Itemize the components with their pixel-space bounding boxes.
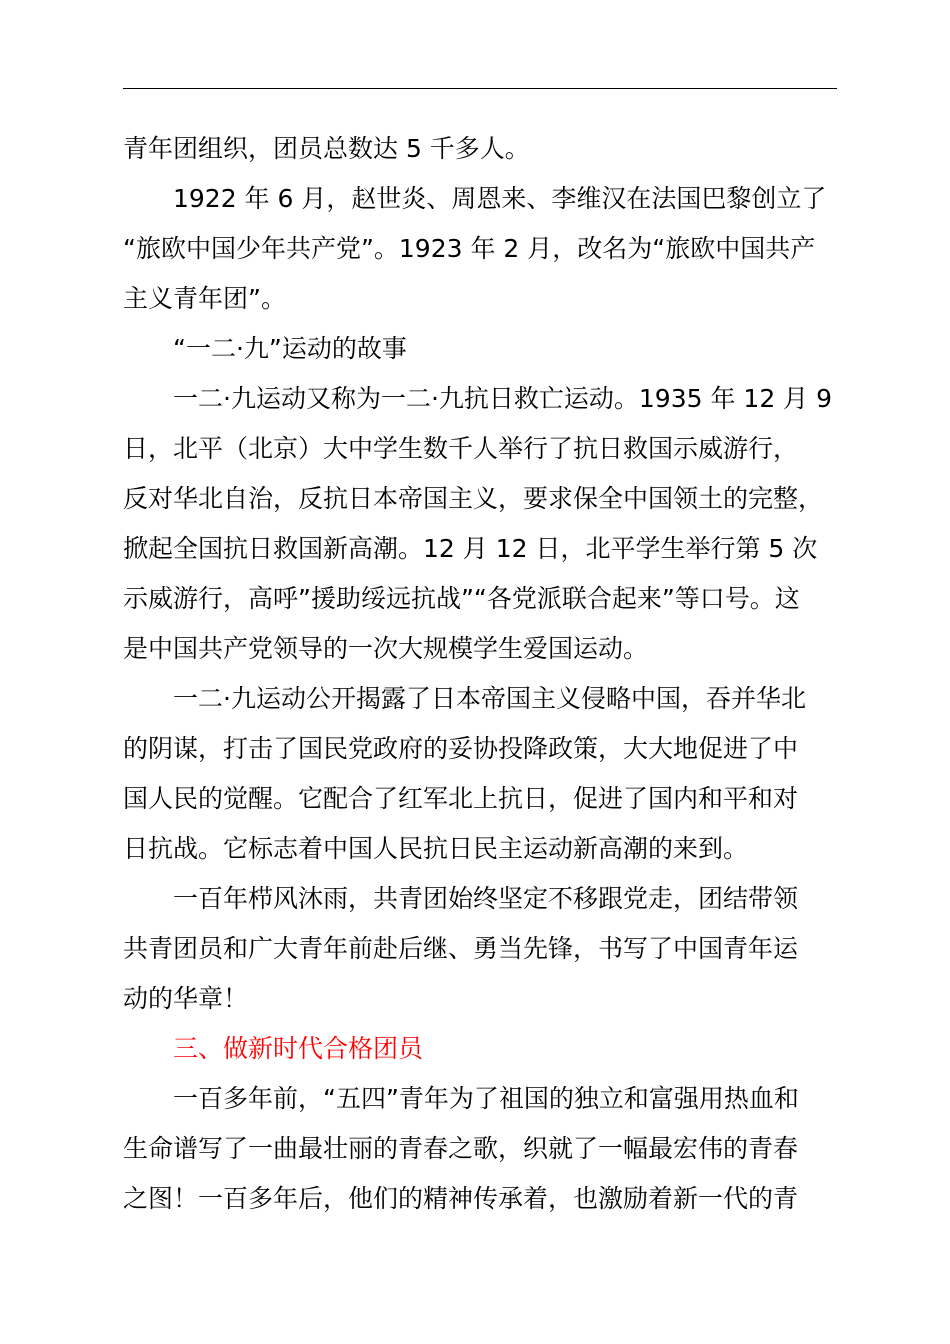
text-line: “旅欧中国少年共产党”。1923 年 2 月，改名为“旅欧中国共产 [123, 234, 816, 263]
text-line: 日，北平（北京）大中学生数千人举行了抗日救国示威游行， [123, 434, 799, 463]
story-title: “一二·九”运动的故事 [173, 334, 407, 363]
text-line: 反对华北自治，反抗日本帝国主义，要求保全中国领土的完整， [123, 484, 824, 513]
header-rule [123, 88, 837, 89]
text-line: 示威游行，高呼”援助绥远抗战”“各党派联合起来”等口号。这 [123, 584, 800, 613]
text-line: 国人民的觉醒。它配合了红军北上抗日，促进了国内和平和对 [123, 784, 799, 813]
paragraph-start: 一百年栉风沐雨，共青团始终坚定不移跟党走，团结带领 [173, 884, 799, 913]
text-line: 之图！一百多年后，他们的精神传承着，也激励着新一代的青 [123, 1184, 799, 1213]
text-line: 是中国共产党领导的一次大规模学生爱国运动。 [123, 634, 649, 663]
paragraph-start: 一二·九运动公开揭露了日本帝国主义侵略中国，吞并华北 [173, 684, 806, 713]
paragraph-start: 1922 年 6 月，赵世炎、周恩来、李维汉在法国巴黎创立了 [173, 184, 827, 213]
text-line: 掀起全国抗日救国新高潮。12 月 12 日，北平学生举行第 5 次 [123, 534, 818, 563]
text-line: 共青团员和广大青年前赴后继、勇当先锋，书写了中国青年运 [123, 934, 799, 963]
document-body [123, 124, 843, 1224]
text-line: 动的华章！ [123, 984, 249, 1013]
text-line: 的阴谋，打击了国民党政府的妥协投降政策，大大地促进了中 [123, 734, 799, 763]
section-heading: 三、做新时代合格团员 [173, 1034, 424, 1063]
text-line: 青年团组织，团员总数达 5 千多人。 [123, 134, 530, 163]
text-line: 日抗战。它标志着中国人民抗日民主运动新高潮的来到。 [123, 834, 749, 863]
paragraph-start: 一百多年前，“五四”青年为了祖国的独立和富强用热血和 [173, 1084, 799, 1113]
text-line: 主义青年团”。 [123, 284, 286, 313]
text-line: 生命谱写了一曲最壮丽的青春之歌，织就了一幅最宏伟的青春 [123, 1134, 799, 1163]
paragraph-start: 一二·九运动又称为一二·九抗日救亡运动。1935 年 12 月 9 [173, 384, 833, 413]
